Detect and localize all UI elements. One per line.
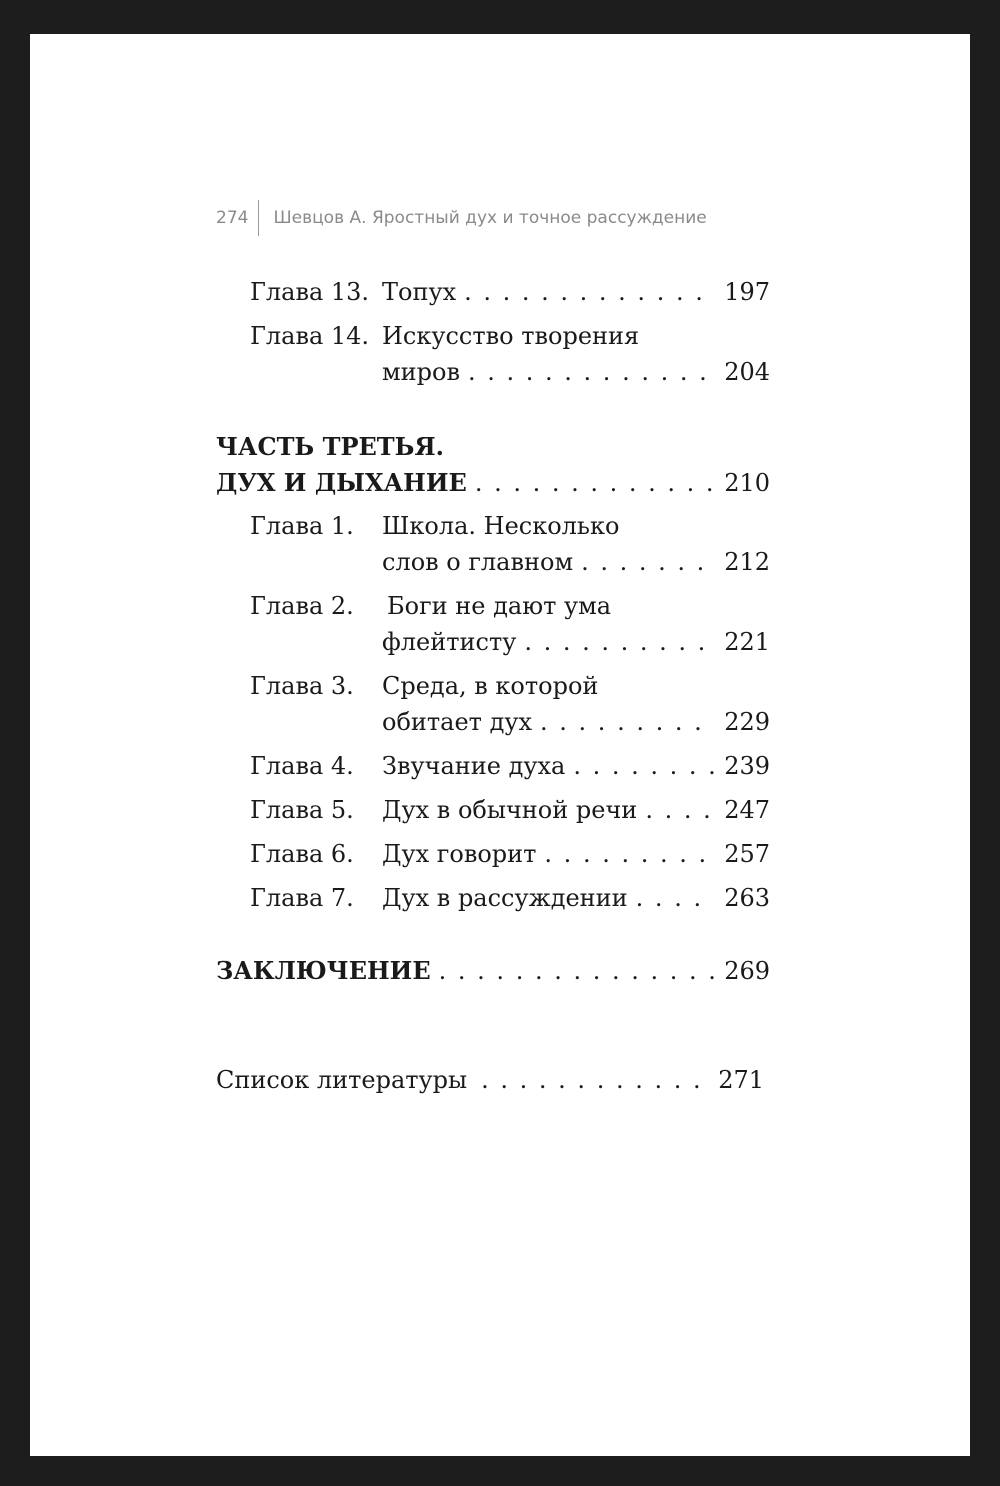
toc-chapter-label: Глава 6. (250, 840, 354, 868)
toc-chapter-label: Глава 7. (250, 884, 354, 912)
toc-entry-title: Дух в обычной речи (382, 796, 638, 824)
running-header (216, 200, 707, 236)
toc-entry-p3ch1[interactable] (382, 548, 770, 576)
toc-entry-p3ch4[interactable] (382, 752, 770, 780)
toc-leader-dots (544, 840, 714, 868)
toc-page-number: 239 (724, 752, 770, 780)
toc-chapter-label: Глава 14. (250, 322, 370, 350)
toc-entry-title: Школа. Несколько (382, 512, 620, 540)
toc-page-number: 197 (724, 278, 770, 306)
toc-leader-dots (573, 752, 714, 780)
toc-leader-dots (468, 358, 714, 386)
toc-leader-dots (645, 796, 714, 824)
toc-entry-part3[interactable] (216, 468, 770, 497)
toc-page-number: 210 (724, 469, 770, 497)
toc-page-number: 269 (724, 957, 770, 985)
toc-part-heading: ЧАСТЬ ТРЕТЬЯ. (216, 432, 444, 461)
toc-leader-dots (636, 884, 715, 912)
toc-entry-title-cont: миров (382, 358, 460, 386)
header-running-title: Шевцов А. Яростный дух и точное рассуждение (273, 208, 707, 228)
toc-entry-title-cont: обитает дух (382, 708, 533, 736)
toc-leader-dots (524, 628, 714, 656)
toc-leader-dots (540, 708, 714, 736)
toc-page-number: 212 (724, 548, 770, 576)
toc-leader-dots (439, 957, 715, 985)
toc-page-number: 204 (724, 358, 770, 386)
toc-entry-title: Дух в рассуждении (382, 884, 628, 912)
toc-entry-ch13[interactable] (382, 278, 770, 306)
toc-entry-p3ch3[interactable] (382, 708, 770, 736)
toc-chapter-label: Глава 4. (250, 752, 354, 780)
toc-chapter-label: Глава 2. (250, 592, 354, 620)
toc-entry-title-cont: слов о главном (382, 548, 574, 576)
toc-entry-title: Дух говорит (382, 840, 537, 868)
toc-leader-dots (581, 548, 714, 576)
toc-section-title: ЗАКЛЮЧЕНИЕ (216, 956, 431, 985)
toc-chapter-label: Глава 13. (250, 278, 370, 306)
toc-entry-p3ch6[interactable] (382, 840, 770, 868)
toc-entry-references[interactable] (216, 1066, 764, 1094)
toc-entry-title: Боги не дают ума (387, 592, 612, 620)
toc-chapter-label: Глава 1. (250, 512, 354, 540)
toc-entry-title: Топух (382, 278, 457, 306)
toc-page-number: 257 (724, 840, 770, 868)
toc-entry-ch14[interactable] (382, 358, 770, 386)
toc-chapter-label: Глава 5. (250, 796, 354, 824)
toc-leader-dots (464, 278, 714, 306)
toc-section-title: Список литературы (216, 1066, 468, 1094)
toc-entry-title: Звучание духа (382, 752, 566, 780)
toc-leader-dots (481, 1066, 708, 1094)
toc-entry-title-cont: флейтисту (382, 628, 517, 656)
toc-entry-p3ch2[interactable] (382, 628, 770, 656)
toc-page-number: 263 (724, 884, 770, 912)
toc-entry-p3ch7[interactable] (382, 884, 770, 912)
toc-leader-dots (475, 469, 714, 497)
header-divider (258, 200, 259, 236)
toc-chapter-label: Глава 3. (250, 672, 354, 700)
toc-entry-conclusion[interactable] (216, 956, 770, 985)
header-page-number: 274 (216, 208, 249, 228)
book-page (30, 34, 970, 1456)
toc-entry-p3ch5[interactable] (382, 796, 770, 824)
toc-part-title: ДУХ И ДЫХАНИЕ (216, 468, 467, 497)
toc-page-number: 247 (724, 796, 770, 824)
toc-entry-title: Искусство творения (382, 322, 640, 350)
toc-page-number: 229 (724, 708, 770, 736)
toc-page-number: 271 (718, 1066, 764, 1094)
toc-page-number: 221 (724, 628, 770, 656)
toc-entry-title: Среда, в которой (382, 672, 599, 700)
